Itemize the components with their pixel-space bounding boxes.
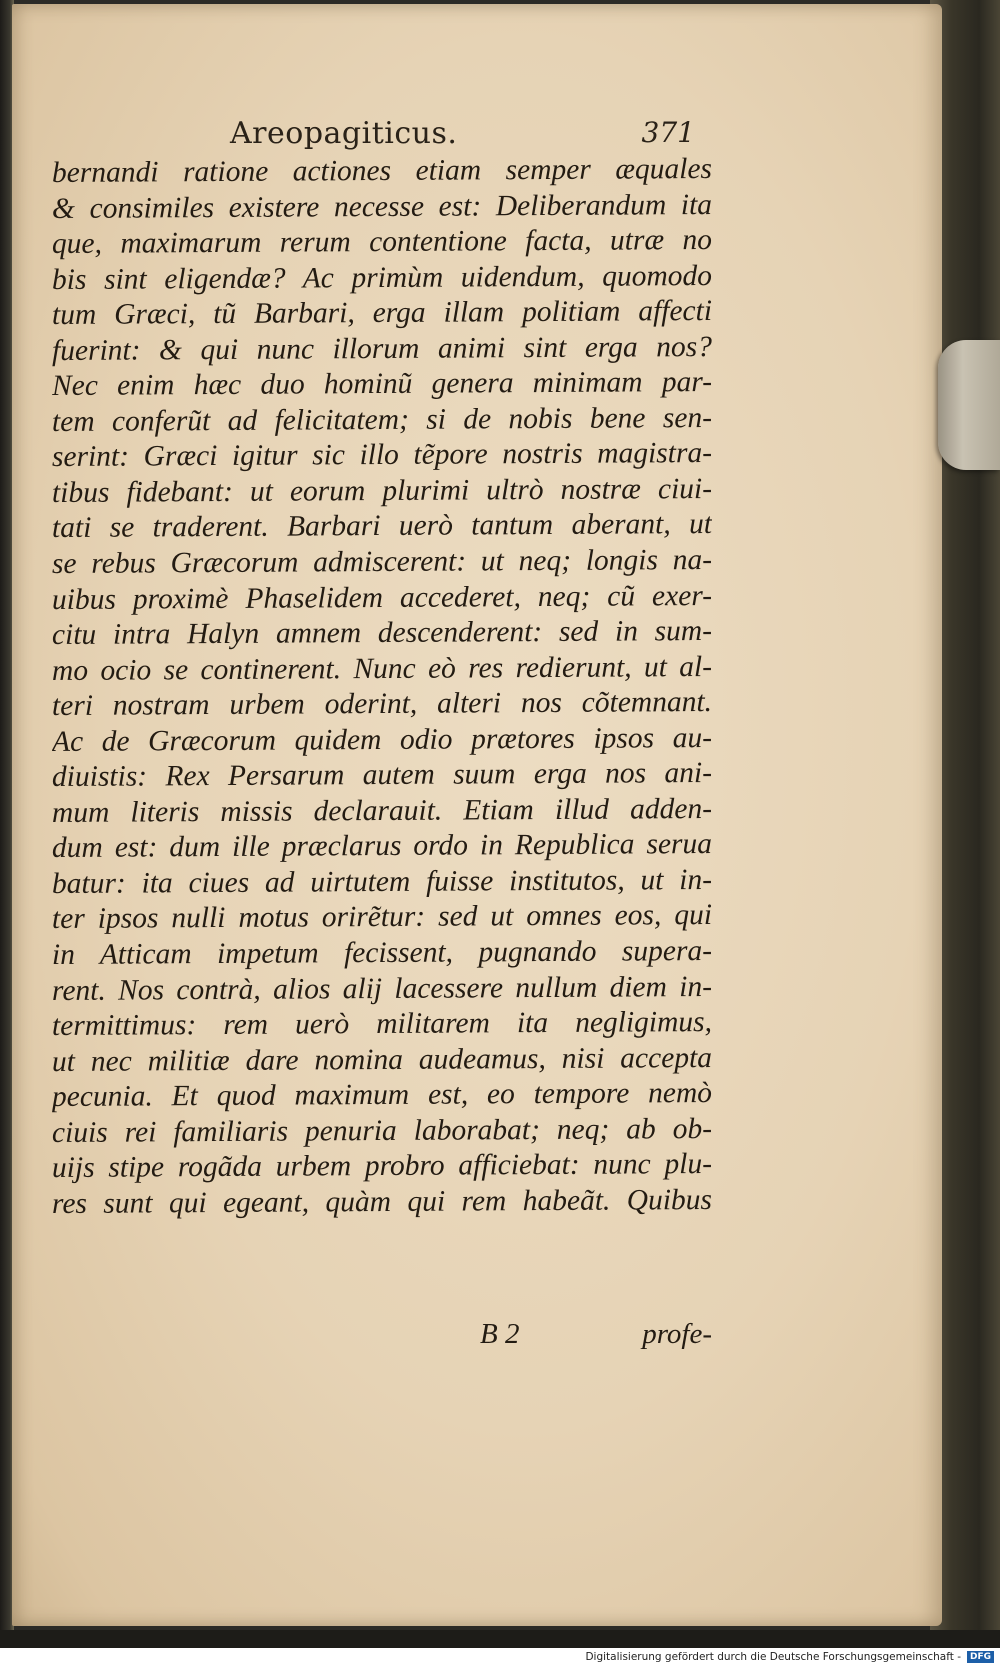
text-line: termittimus: rem uerò militarem ita negligimus,	[51, 1006, 713, 1043]
page-clip-tab	[938, 340, 1000, 470]
text-line: batur: ita ciues ad uirtutem fuisse institutos, ut in-	[51, 863, 713, 900]
scan-bottom-edge	[0, 1630, 1000, 1648]
text-line: ter ipsos nulli motus orirẽtur: sed ut omnes eos, qui	[51, 899, 713, 936]
book-page	[12, 4, 942, 1626]
text-line: Nec enim hæc duo hominũ genera minimam par-	[51, 366, 713, 403]
text-line: & consimiles existere necesse est: Deliberandum ita	[51, 188, 713, 225]
text-line: teri nostram urbem oderint, alteri nos cõtemnant.	[51, 686, 713, 723]
text-line: serint: Græci igitur sic illo tẽpore nostris magistra-	[51, 437, 713, 474]
text-line: uibus proximè Phaselidem accederet, neq; cũ exer-	[51, 579, 713, 616]
text-line: que, maximarum rerum contentione facta, utræ no	[51, 224, 713, 261]
dfg-logo-icon[interactable]: DFG	[967, 1651, 994, 1663]
catchword: profe-	[642, 1318, 712, 1350]
footer-bar	[0, 1648, 1000, 1666]
signature-line	[52, 1318, 712, 1354]
text-line: mo ocio se continerent. Nunc eò res redierunt, ut al-	[51, 650, 713, 687]
text-line: tum Græci, tũ Barbari, erga illam politiam affecti	[51, 295, 713, 332]
text-line: ut nec militiæ dare nomina audeamus, nisi accepta	[51, 1041, 713, 1078]
text-line: Ac de Græcorum quidem odio prætores ipsos au-	[51, 721, 713, 758]
text-line: diuistis: Rex Persarum autem suum erga nos ani-	[51, 757, 713, 794]
text-line: mum literis missis declarauit. Etiam illud adden-	[51, 792, 713, 829]
text-line: rent. Nos contrà, alios alij lacessere nullum diem in-	[51, 970, 713, 1007]
text-line: tibus fidebant: ut eorum plurimi ultrò nostræ ciui-	[51, 472, 713, 509]
digitization-credit: Digitalisierung gefördert durch die Deutsche Forschungsgemeinschaft -	[585, 1651, 961, 1663]
text-line: ciuis rei familiaris penuria laborabat; neq; ab ob-	[51, 1112, 713, 1149]
text-line: se rebus Græcorum admiscerent: ut neq; longis na-	[51, 544, 713, 581]
text-line: uijs stipe rogãda urbem probro afficiebat: nunc plu-	[51, 1148, 713, 1185]
text-line: bernandi ratione actiones etiam semper æquales	[51, 152, 713, 190]
text-line: in Atticam impetum fecissent, pugnando supera-	[51, 935, 713, 972]
text-block	[52, 154, 712, 1220]
text-line: citu intra Halyn amnem descenderent: sed in sum-	[51, 615, 713, 652]
text-line: bis sint eligendæ? Ac primùm uidendum, quomodo	[51, 259, 713, 296]
text-line: pecunia. Et quod maximum est, eo tempore nemò	[51, 1077, 713, 1114]
text-line: tem conferũt ad felicitatem; si de nobis bene sen-	[51, 401, 713, 438]
text-line: fuerint: & qui nunc illorum animi sint erga nos?	[51, 330, 713, 367]
text-line: tati se traderent. Barbari uerò tantum aberant, ut	[51, 508, 713, 545]
running-head	[230, 116, 695, 151]
text-line: dum est: dum ille præclarus ordo in Republica serua	[51, 828, 713, 865]
text-line: res sunt qui egeant, quàm qui rem habeãt. Quibus	[51, 1183, 713, 1220]
page-number: 371	[641, 116, 695, 149]
running-title: Areopagiticus.	[230, 116, 458, 151]
signature-mark: B 2	[480, 1318, 520, 1350]
